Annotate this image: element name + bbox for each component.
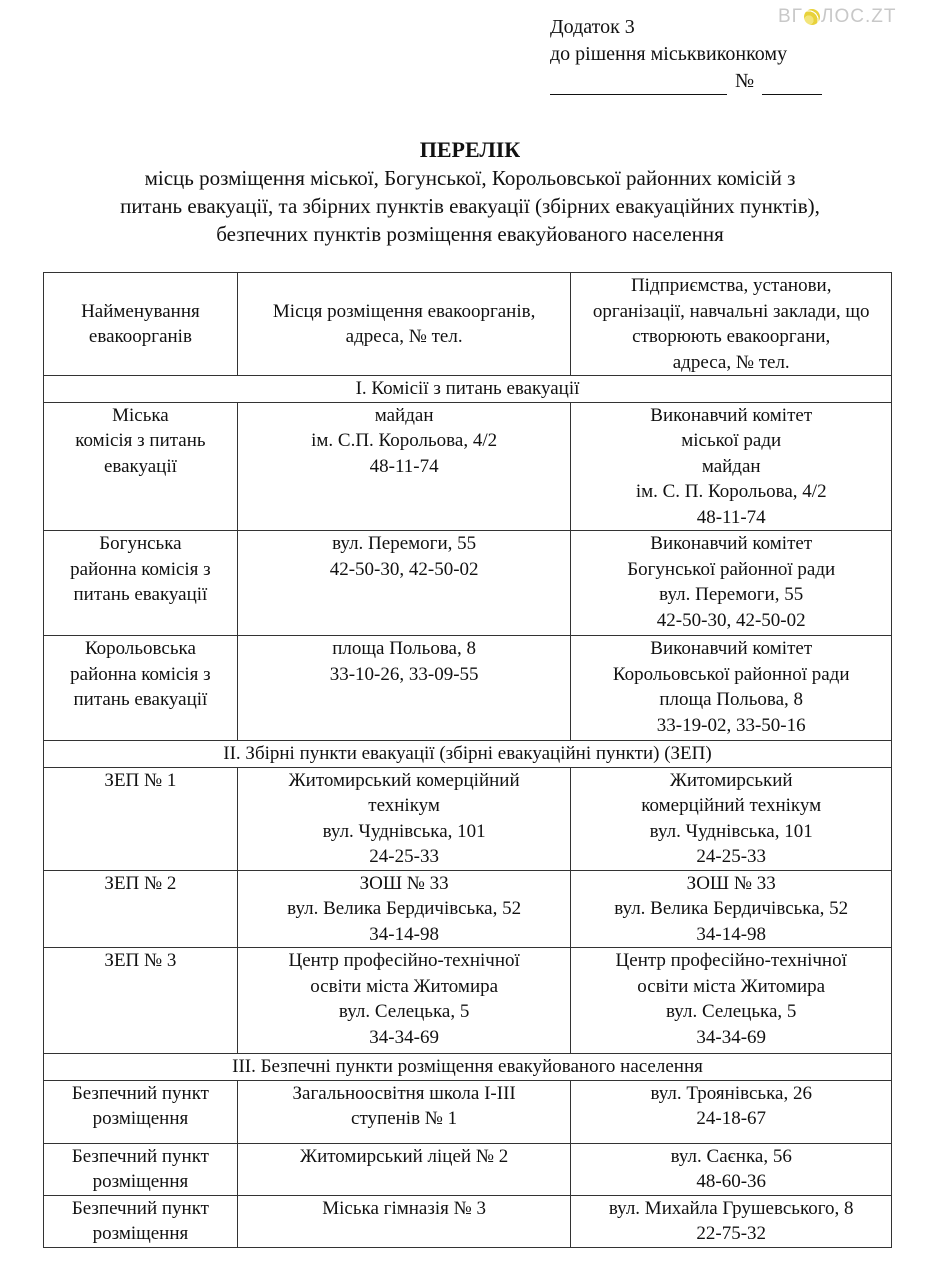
cell-location: [237, 767, 571, 870]
table-row: [44, 1080, 892, 1143]
table-row: [44, 636, 892, 741]
cell-line: комісія з питань: [75, 430, 206, 451]
cell-line: питань евакуації: [73, 689, 208, 710]
watermark-text-left: ВГ: [778, 6, 803, 27]
cell-line: Богунська: [99, 533, 182, 554]
watermark-text-right: ЛОС.ZT: [820, 6, 897, 27]
cell-line: 42-50-30, 42-50-02: [329, 558, 479, 580]
table-row: [44, 870, 892, 948]
cell-line: Виконавчий комітет: [650, 533, 813, 554]
addendum-label: Додаток 3: [550, 16, 635, 38]
cell-line: 42-50-30, 42-50-02: [656, 609, 806, 631]
cell-line: вул. Перемоги, 55: [659, 584, 804, 605]
cell-line: Богунської районної ради: [627, 558, 836, 580]
cell-line: вул. Селецька, 5: [665, 1001, 797, 1022]
cell-line: Міська гімназія № 3: [322, 1197, 486, 1219]
cell-organization: [571, 948, 892, 1054]
cell-evac-body: [44, 767, 238, 870]
cell-line: Безпечний пункт: [71, 1197, 209, 1219]
cell-line: 48-60-36: [696, 1171, 767, 1192]
addendum-header: [550, 14, 822, 95]
cell-location: [237, 870, 571, 948]
cell-line: ім. С. П. Корольова, 4/2: [635, 481, 827, 502]
cell-organization: [571, 870, 892, 948]
cell-line: Безпечний пункт: [71, 1145, 209, 1167]
cell-line: 48-11-74: [369, 455, 439, 477]
header-evac-body-name: Найменування евакоорганів: [44, 273, 238, 376]
cell-line: Загальноосвітня школа І-ІІІ: [292, 1082, 516, 1104]
cell-line: ступенів № 1: [351, 1108, 458, 1129]
cell-line: майдан: [701, 455, 761, 477]
cell-location: [237, 1195, 571, 1247]
cell-line: ЗЕП № 1: [104, 769, 177, 791]
cell-organization: [571, 636, 892, 741]
cell-line: розміщення: [92, 1223, 189, 1244]
cell-line: вул. Чуднівська, 101: [322, 820, 486, 842]
cell-line: вул. Троянівська, 26: [650, 1082, 812, 1104]
cell-line: 24-25-33: [369, 846, 439, 867]
cell-line: вул. Чуднівська, 101: [649, 820, 813, 842]
cell-line: Корольовської районної ради: [612, 663, 850, 685]
cell-line: Виконавчий комітет: [650, 404, 813, 426]
cell-organization: [571, 1080, 892, 1143]
cell-line: 34-14-98: [696, 923, 767, 945]
cell-evac-body: [44, 402, 238, 531]
decision-date-blank: [550, 74, 727, 95]
cell-organization: [571, 767, 892, 870]
header-location: Місця розміщення евакоорганів, адреса, № тел.: [237, 273, 571, 376]
cell-line: 33-19-02, 33-50-16: [656, 714, 806, 736]
cell-line: ім. С.П. Корольова, 4/2: [311, 430, 498, 451]
cell-line: ЗОШ № 33: [359, 872, 449, 894]
table-row: [44, 531, 892, 636]
title-subtitle-line: питань евакуації, та збірних пунктів евакуації (збірних евакуаційних пунктів),: [120, 194, 820, 218]
cell-line: 22-75-32: [696, 1223, 767, 1244]
cell-evac-body: [44, 636, 238, 741]
cell-organization: [571, 1143, 892, 1195]
cell-line: 34-14-98: [369, 923, 439, 945]
cell-line: 48-11-74: [696, 506, 766, 528]
document-title: [40, 136, 900, 248]
cell-evac-body: [44, 1195, 238, 1247]
cell-evac-body: [44, 1080, 238, 1143]
cell-line: питань евакуації: [73, 584, 208, 605]
section-header-row: [44, 376, 892, 403]
cell-organization: [571, 531, 892, 636]
cell-evac-body: [44, 531, 238, 636]
cell-line: міської ради: [681, 430, 782, 451]
table-row: [44, 1195, 892, 1247]
cell-line: 34-34-69: [696, 1026, 767, 1048]
cell-evac-body: [44, 948, 238, 1054]
cell-location: [237, 1080, 571, 1143]
cell-line: технікум: [368, 795, 440, 816]
addendum-reference: до рішення міськвиконкому: [550, 43, 788, 65]
cell-line: площа Польова, 8: [659, 689, 804, 710]
cell-line: Житомирський ліцей № 2: [300, 1145, 509, 1167]
header-organizations: Підприємства, установи, організації, навчальні заклади, що створюють евакооргани, адреса, № тел.: [571, 273, 892, 376]
cell-location: [237, 948, 571, 1054]
section-title: ІІ. Збірні пункти евакуації (збірні евакуаційні пункти) (ЗЕП): [44, 741, 892, 768]
cell-location: [237, 1143, 571, 1195]
section-title: ІІІ. Безпечні пункти розміщення евакуйованого населення: [44, 1054, 892, 1081]
cell-line: Виконавчий комітет: [650, 638, 813, 659]
cell-evac-body: [44, 870, 238, 948]
cell-line: 24-18-67: [696, 1108, 767, 1129]
table-row: [44, 402, 892, 531]
cell-location: [237, 636, 571, 741]
cell-line: Міська: [112, 404, 169, 426]
cell-line: майдан: [374, 404, 434, 426]
cell-line: Центр професійно-технічної: [615, 950, 847, 971]
cell-line: 34-34-69: [369, 1026, 439, 1048]
cell-location: [237, 531, 571, 636]
cell-line: 24-25-33: [696, 846, 767, 867]
cell-line: освіти міста Житомира: [637, 975, 826, 997]
cell-line: районна комісія з: [70, 558, 211, 580]
cell-line: розміщення: [92, 1171, 189, 1192]
cell-line: евакуації: [103, 455, 177, 477]
cell-line: Житомирський комерційний: [288, 769, 520, 791]
cell-location: [237, 402, 571, 531]
cell-line: вул. Саєнка, 56: [670, 1145, 792, 1167]
decision-number-line: [550, 68, 822, 95]
cell-line: ЗЕП № 3: [104, 950, 177, 971]
cell-line: комерційний технікум: [641, 795, 822, 816]
title-subtitle-line: місць розміщення міської, Богунської, Корольовської районних комісій з: [144, 166, 796, 190]
table-row: [44, 1143, 892, 1195]
cell-organization: [571, 402, 892, 531]
cell-line: Центр професійно-технічної: [288, 950, 520, 971]
table-header-row: [44, 273, 892, 376]
cell-line: Безпечний пункт: [71, 1082, 209, 1104]
cell-line: освіти міста Житомира: [310, 975, 499, 997]
cell-line: вул. Велика Бердичівська, 52: [614, 898, 849, 919]
title-main: ПЕРЕЛІК: [419, 137, 521, 162]
cell-line: вул. Селецька, 5: [338, 1001, 470, 1022]
title-subtitle-line: безпечних пунктів розміщення евакуйованого населення: [216, 222, 724, 246]
cell-line: вул. Велика Бердичівська, 52: [287, 898, 522, 919]
cell-line: вул. Перемоги, 55: [332, 533, 477, 554]
cell-line: районна комісія з: [70, 663, 211, 685]
cell-line: ЗОШ № 33: [686, 872, 776, 894]
section-header-row: [44, 741, 892, 768]
table-row: [44, 767, 892, 870]
decision-number-blank: [762, 74, 822, 95]
cell-line: ЗЕП № 2: [104, 872, 177, 894]
cell-line: 33-10-26, 33-09-55: [329, 663, 479, 685]
cell-line: вул. Михайла Грушевського, 8: [608, 1197, 854, 1219]
cell-line: розміщення: [92, 1108, 189, 1129]
cell-evac-body: [44, 1143, 238, 1195]
number-sign: №: [735, 70, 755, 92]
section-title: І. Комісії з питань евакуації: [44, 376, 892, 403]
evacuation-table: [43, 272, 892, 1248]
table-row: [44, 948, 892, 1054]
cell-line: Житомирський: [669, 769, 793, 791]
cell-line: Корольовська: [84, 638, 196, 659]
section-header-row: [44, 1054, 892, 1081]
cell-line: площа Польова, 8: [332, 638, 476, 659]
cell-organization: [571, 1195, 892, 1247]
